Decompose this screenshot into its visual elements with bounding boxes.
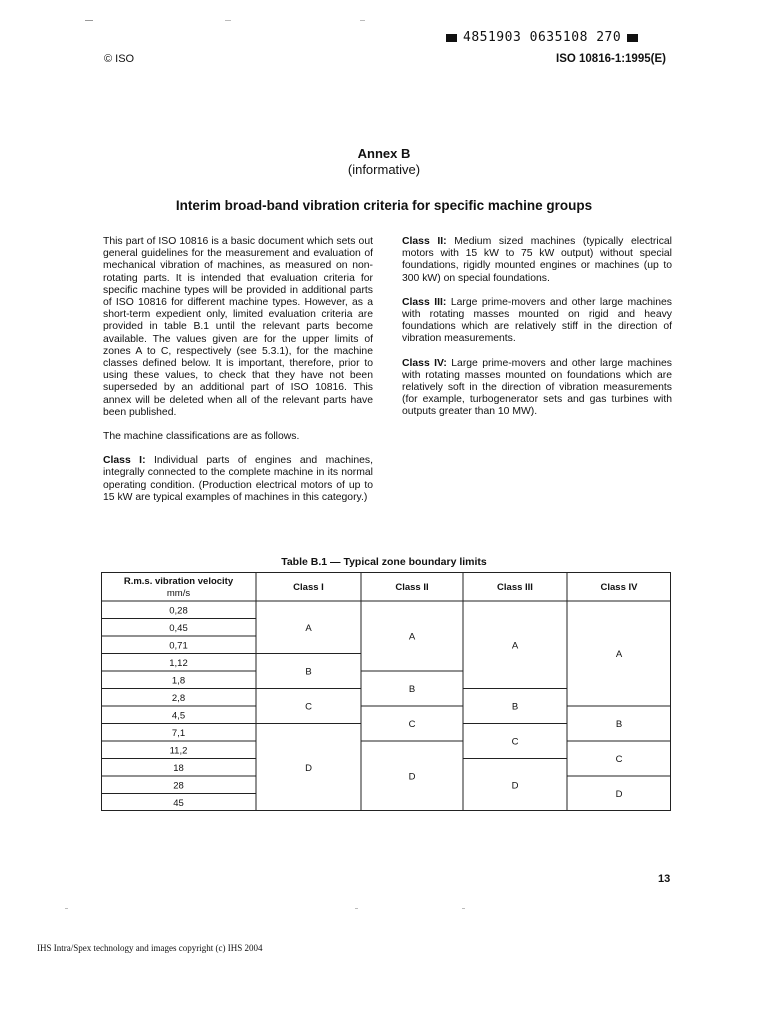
class-3-text: Large prime-movers and other large machines with rotating masses mounted on rigid and heavy foundations which are relatively stiff in the direction of vibration measurements. <box>402 296 672 345</box>
zone-label: A <box>511 640 519 652</box>
class-2-text: Medium sized machines (typically electrical motors with 15 kW to 75 kW output) without special foundations, rigidly mounted engines or machines (up to 300 kW) on special foundations. <box>402 236 672 284</box>
zone-table-graphic <box>101 572 675 812</box>
intro-paragraph: This part of ISO 10816 is a basic document which sets out general guidelines for the measurement and evaluation of mechanical vibration of machines, as measured on non-rotating parts. It is intended that evaluation criteria for specific machine types will be provided in additional parts of ISO 10816 for different machine types. However, as a short-term expedient only, limited evaluation criteria are provided in table B.1 until the relevant parts become available. The values given are for the upper limits of zones A to C, respectively (see 5.3.1), for the machine classes defined below. It is important, therefore, prior to using these values, to check that they have not been superseded by an additional part of ISO 10816. This annex will be deleted when all of the relevant parts have been published. <box>103 236 373 418</box>
class-header-4: Class IV <box>600 582 638 593</box>
velocity-value: 7,1 <box>171 728 186 739</box>
zone-label: B <box>408 684 416 695</box>
velocity-value: 11,2 <box>169 745 188 757</box>
speck <box>462 908 465 909</box>
velocity-value: 2,8 <box>171 693 186 704</box>
zone-label: A <box>408 631 416 643</box>
zone-label: D <box>511 780 519 792</box>
class-header-3: Class III <box>497 582 533 593</box>
velocity-value: 4,5 <box>171 710 186 722</box>
zone-label: B <box>615 719 623 730</box>
annex-title: Annex B <box>357 146 411 161</box>
class-1-label: Class I: <box>103 455 146 467</box>
class-2-label: Class II: <box>402 236 447 247</box>
velocity-unit: mm/s <box>166 588 191 599</box>
zone-label: B <box>511 701 519 713</box>
class-4-text: Large prime-movers and other large machines with rotating masses mounted on foundations which are relatively soft in the direction of vibration measurements (for example, turbogenerator sets and gas turbines with outputs greater than 10 MW). <box>402 357 672 418</box>
iso-copyright: © ISO <box>104 53 135 65</box>
velocity-value: 18 <box>173 763 184 774</box>
class-3-label: Class III: <box>402 296 447 308</box>
class-1-text: Individual parts of engines and machines, integrally connected to the complete machine in its normal operating condition. (Production electrical motors of up to 15 kW are typical examples of machines in this category.) <box>103 455 373 503</box>
velocity-value: 45 <box>173 798 184 809</box>
table-caption: Table B.1 — Typical zone boundary limits <box>281 556 487 568</box>
zone-label: B <box>305 666 312 678</box>
zone-label: D <box>408 771 416 783</box>
speck <box>225 20 231 21</box>
speck <box>360 20 365 21</box>
zone-label: C <box>615 754 623 765</box>
classification-intro: The machine classifications are as follows. <box>103 431 300 443</box>
speck <box>355 908 358 909</box>
annex-heading-title: Interim broad-band vibration criteria for specific machine groups <box>175 198 593 213</box>
velocity-value: 0,71 <box>169 640 188 652</box>
class-1-definition <box>103 455 373 504</box>
barcode-text: 4851903 0635108 270 <box>463 30 622 45</box>
left-column <box>103 236 373 516</box>
velocity-value: 1,8 <box>171 675 186 687</box>
speck <box>85 20 93 21</box>
annex-subtitle: (informative) <box>347 162 421 177</box>
zone-label: A <box>305 622 312 634</box>
zone-label: C <box>408 719 416 730</box>
speck <box>65 908 68 909</box>
standard-number: ISO 10816-1:1995(E) <box>556 53 666 65</box>
velocity-value: 28 <box>173 780 184 792</box>
zone-label: A <box>615 649 623 660</box>
zone-label: C <box>511 736 519 748</box>
barcode-line <box>446 30 638 45</box>
velocity-value: 0,28 <box>169 605 188 617</box>
zone-label: D <box>615 789 623 800</box>
ihs-copyright-footer: IHS Intra/Spex technology and images copyright (c) IHS 2004 <box>37 943 263 953</box>
barcode-block-right <box>627 34 638 42</box>
velocity-value: 0,45 <box>169 623 188 634</box>
velocity-header: R.m.s. vibration velocity <box>123 576 234 587</box>
barcode-block-left <box>446 34 457 42</box>
class-header-2: Class II <box>395 582 429 593</box>
velocity-value: 1,12 <box>169 658 188 669</box>
class-header-1: Class I <box>293 582 324 593</box>
class-4-label: Class IV: <box>402 357 447 369</box>
class-2-definition <box>402 236 672 285</box>
zone-boundary-table <box>101 572 675 817</box>
class-3-definition <box>402 297 672 346</box>
right-column <box>402 236 672 431</box>
zone-label: D <box>305 762 312 774</box>
annex-heading <box>0 146 768 177</box>
page-number: 13 <box>658 873 671 885</box>
zone-label: C <box>305 701 312 713</box>
class-4-definition <box>402 358 672 419</box>
